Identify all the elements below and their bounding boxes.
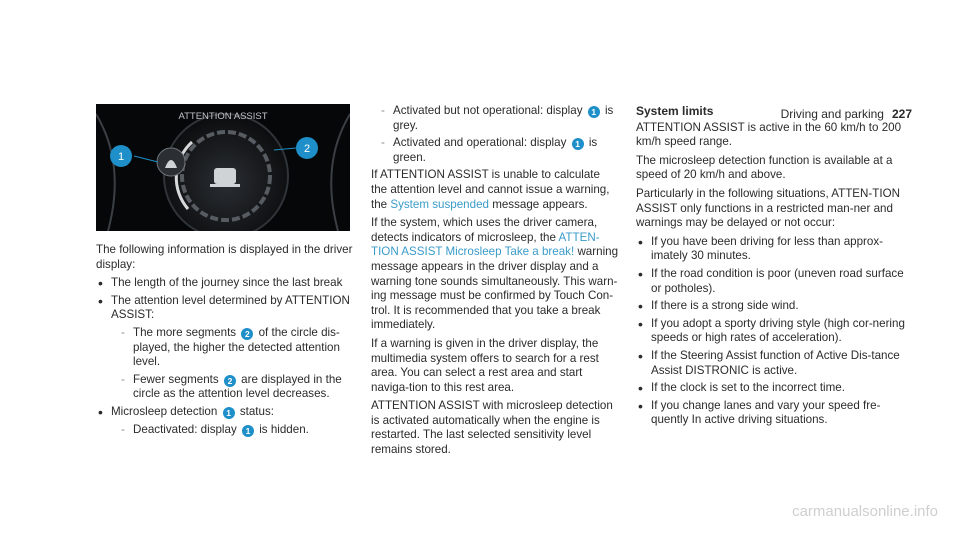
column-3	[636, 104, 908, 431]
column-2	[371, 104, 619, 462]
section-title: Driving and parking	[780, 107, 884, 121]
intro-text: The following information is displayed in the driver display:	[96, 243, 353, 271]
limit-bullet: • If there is a strong side wind.	[636, 299, 908, 314]
dash-item	[371, 136, 619, 165]
message-take-a-break: ATTEN-TION ASSIST Microsleep Take a break!	[371, 230, 600, 259]
dash-text: is grey.	[393, 104, 614, 132]
bullet-text: status:	[239, 404, 274, 418]
column-1	[96, 243, 356, 440]
dash-item	[371, 104, 619, 133]
number-badge: 2	[241, 328, 253, 340]
paragraph: Particularly in the following situations, ATTEN-TION ASSIST only functions in a restricted man-ner and warnings may be delayed or not occur:	[636, 186, 900, 230]
number-badge: 1	[588, 106, 600, 118]
cluster-illustration	[96, 104, 350, 231]
dash-text: is green.	[393, 136, 598, 164]
limit-bullet: • If you adopt a sporty driving style (high cor-nering speeds or high rates of acceleration).	[636, 317, 908, 346]
instrument-cluster-figure	[96, 104, 350, 231]
dash-item	[111, 423, 356, 438]
dash-text: Deactivated: display	[133, 422, 237, 436]
paragraph-text: If ATTENTION ASSIST is unable to calculate the attention level and cannot issue a warning, the	[371, 168, 610, 211]
dash-text: Activated but not operational: display	[393, 104, 583, 117]
dash-text: are displayed in the circle as the attention level decreases.	[133, 372, 342, 401]
paragraph: The microsleep detection function is available at a speed of 20 km/h and above.	[636, 153, 893, 182]
limit-bullet: • If you change lanes and vary your speed fre-quently In active driving situations.	[636, 399, 908, 428]
paragraph-text: warning message appears in the driver display and a warning tone sounds simultaneously. This warn-ing message must be confirmed by Touch Con-trol. It is recommended that you take a break immediately.	[371, 245, 619, 332]
paragraph-text: If the system, which uses the driver camera, detects indicators of microsleep, the	[371, 216, 598, 244]
bullet-journey: • The length of the journey since the last break	[96, 276, 356, 291]
dash-text: Activated and operational: display	[393, 136, 567, 150]
callout-1: 1	[117, 151, 125, 163]
dash-item	[111, 373, 356, 402]
bullet-microsleep	[96, 405, 356, 437]
page-number: 227	[891, 107, 912, 121]
paragraph: If a warning is given in the driver display, the multimedia system offers to search for a rest area. You can select a rest area and start naviga-tion to this rest area.	[371, 336, 599, 394]
paragraph	[371, 168, 619, 212]
bullet-attention	[96, 294, 356, 402]
dash-text: Fewer segments	[133, 372, 219, 386]
paragraph-text: message appears.	[492, 197, 588, 211]
number-badge: 2	[224, 375, 236, 387]
section-heading: System limits	[636, 104, 714, 118]
message-system-suspended: System suspended	[390, 197, 489, 211]
dash-text: is hidden.	[259, 422, 309, 436]
watermark-text: carmanualsonline.info	[792, 503, 938, 520]
callout-2: 2	[303, 143, 311, 155]
dash-text: The more segments	[133, 325, 237, 339]
watermark	[0, 505, 960, 520]
screen-title: ATTENTION ASSIST	[178, 111, 268, 122]
dash-item	[111, 326, 356, 370]
number-badge: 1	[223, 407, 235, 419]
dash-text: of the circle dis-played, the higher the detected attention level.	[133, 325, 340, 369]
limit-bullet: • If the clock is set to the incorrect time.	[636, 381, 908, 396]
number-badge: 1	[572, 138, 584, 150]
bullet-text: The attention level determined by ATTENTION ASSIST:	[111, 293, 350, 322]
paragraph: ATTENTION ASSIST with microsleep detection is activated automatically when the engine is restarted. The last selected sensitivity level remains stored.	[371, 399, 613, 457]
paragraph: ATTENTION ASSIST is active in the 60 km/h to 200 km/h speed range.	[636, 120, 902, 149]
bullet-text: Microsleep detection	[111, 404, 218, 418]
limit-bullet: • If the road condition is poor (uneven road surface or potholes).	[636, 267, 908, 296]
limit-bullet: • If the Steering Assist function of Active Dis-tance Assist DISTRONIC is active.	[636, 349, 908, 378]
number-badge: 1	[242, 425, 254, 437]
limit-bullet: • If you have been driving for less than approx-imately 30 minutes.	[636, 235, 908, 264]
paragraph	[371, 216, 619, 333]
